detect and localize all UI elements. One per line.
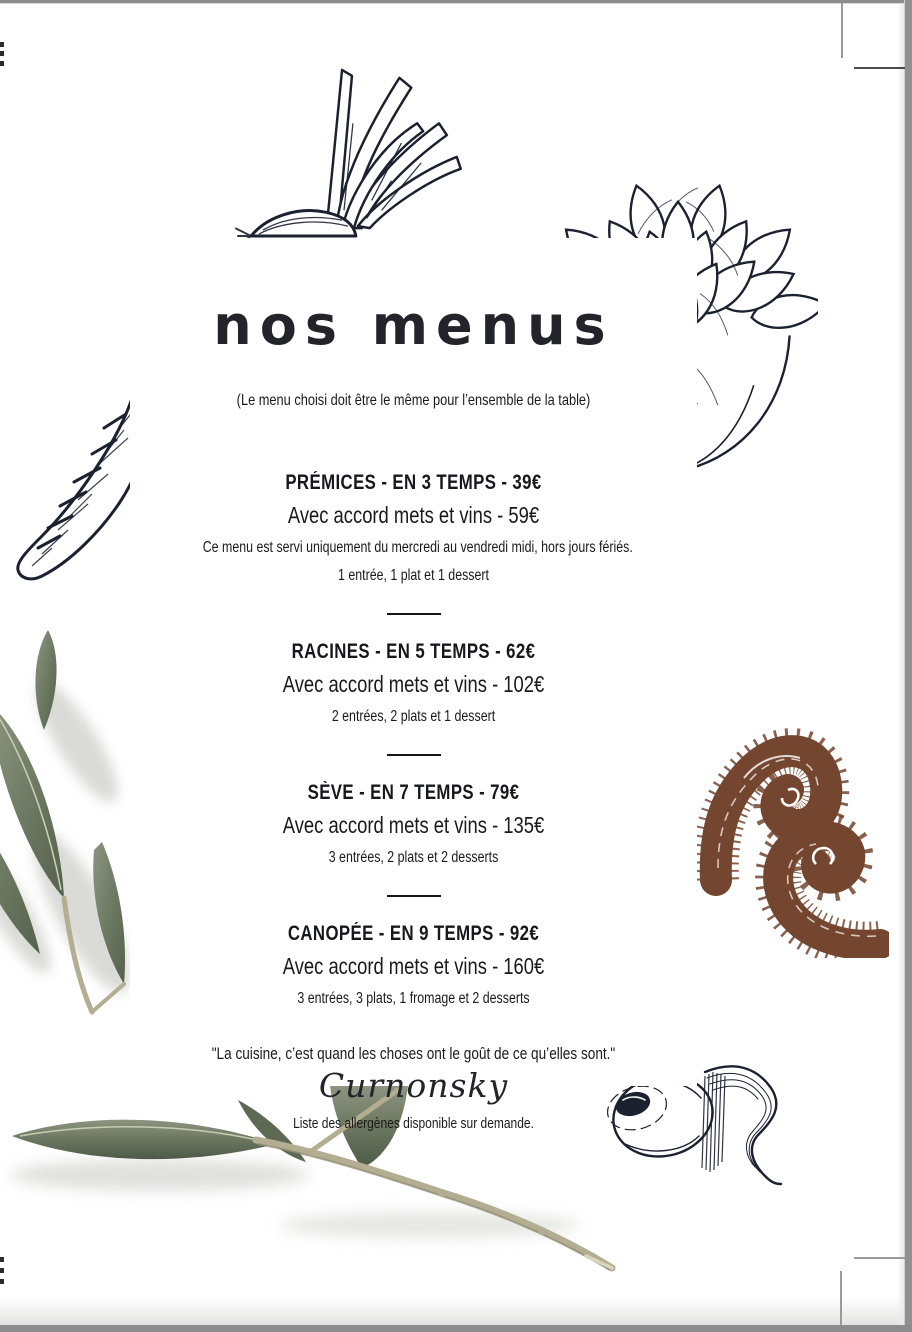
menu-premices-pairing: Avec accord mets et vins - 59€ bbox=[287, 501, 540, 528]
fern-fiddlehead-bottom bbox=[778, 836, 880, 945]
menu-racines-pairing: Avec accord mets et vins - 102€ bbox=[282, 671, 545, 697]
menu-card bbox=[130, 238, 697, 1133]
fern-fiddleheads-illustration bbox=[684, 648, 889, 958]
page-right-shadow bbox=[897, 0, 905, 1332]
viewer-top-edge bbox=[0, 0, 912, 3]
divider bbox=[387, 895, 441, 897]
registration-mark-bottom-left-3 bbox=[0, 1279, 4, 1284]
registration-mark-top-left-3 bbox=[0, 61, 4, 66]
viewer-right-edge bbox=[905, 0, 912, 1332]
quote-text: "La cuisine, c’est quand les choses ont le goût de ce qu’elles sont." bbox=[211, 1044, 616, 1064]
menu-racines-composition: 2 entrées, 2 plats et 1 dessert bbox=[331, 708, 496, 726]
menu-canopee bbox=[150, 921, 677, 1010]
allergens-note: Liste des allergènes disponible sur demande. bbox=[293, 1115, 534, 1133]
menu-premices-composition: 1 entrée, 1 plat et 1 dessert bbox=[338, 566, 489, 584]
menu-canopee-composition: 3 entrées, 3 plats, 1 fromage et 2 desserts bbox=[297, 990, 530, 1008]
registration-mark-bottom-left-1 bbox=[0, 1257, 4, 1262]
quote-author-signature: Curnonsky bbox=[318, 1066, 509, 1106]
menu-premices bbox=[150, 470, 677, 587]
viewer-bottom-edge bbox=[0, 1325, 912, 1332]
menu-seve-pairing: Avec accord mets et vins - 135€ bbox=[282, 812, 545, 839]
crop-mark-top-right-vertical bbox=[841, 3, 843, 58]
crop-mark-top-right-horizontal bbox=[854, 67, 905, 69]
page-title: nos menus bbox=[213, 294, 614, 358]
page-subtitle: (Le menu choisi doit être le même pour l’ensemble de la table) bbox=[236, 391, 591, 409]
menu-seve bbox=[150, 780, 677, 869]
menu-premices-title: PRÉMICES - EN 3 TEMPS - 39€ bbox=[285, 470, 542, 494]
menu-racines-title: RACINES - EN 5 TEMPS - 62€ bbox=[291, 639, 536, 663]
olive-branch-photo-left-illustration bbox=[0, 612, 137, 1017]
menu-seve-composition: 3 entrées, 2 plats et 2 desserts bbox=[328, 849, 499, 867]
page-bottom-shadow bbox=[0, 1298, 912, 1325]
menu-seve-title: SÈVE - EN 7 TEMPS - 79€ bbox=[307, 780, 520, 804]
menu-canopee-pairing: Avec accord mets et vins - 160€ bbox=[282, 953, 545, 980]
menu-canopee-title: CANOPÉE - EN 9 TEMPS - 92€ bbox=[287, 922, 540, 946]
leek-sketch-illustration bbox=[222, 62, 472, 240]
registration-mark-top-left-2 bbox=[0, 51, 4, 56]
registration-mark-bottom-left-2 bbox=[0, 1268, 4, 1273]
crop-mark-bottom-right-vertical bbox=[840, 1271, 842, 1325]
menu-racines bbox=[150, 639, 677, 728]
divider bbox=[387, 613, 441, 615]
menu-premices-note: Ce menu est servi uniquement du mercredi au vendredi midi, hors jours fériés. bbox=[202, 538, 633, 556]
divider bbox=[387, 754, 441, 756]
registration-mark-top-left-1 bbox=[0, 42, 4, 47]
crop-mark-bottom-right-horizontal bbox=[854, 1257, 905, 1259]
